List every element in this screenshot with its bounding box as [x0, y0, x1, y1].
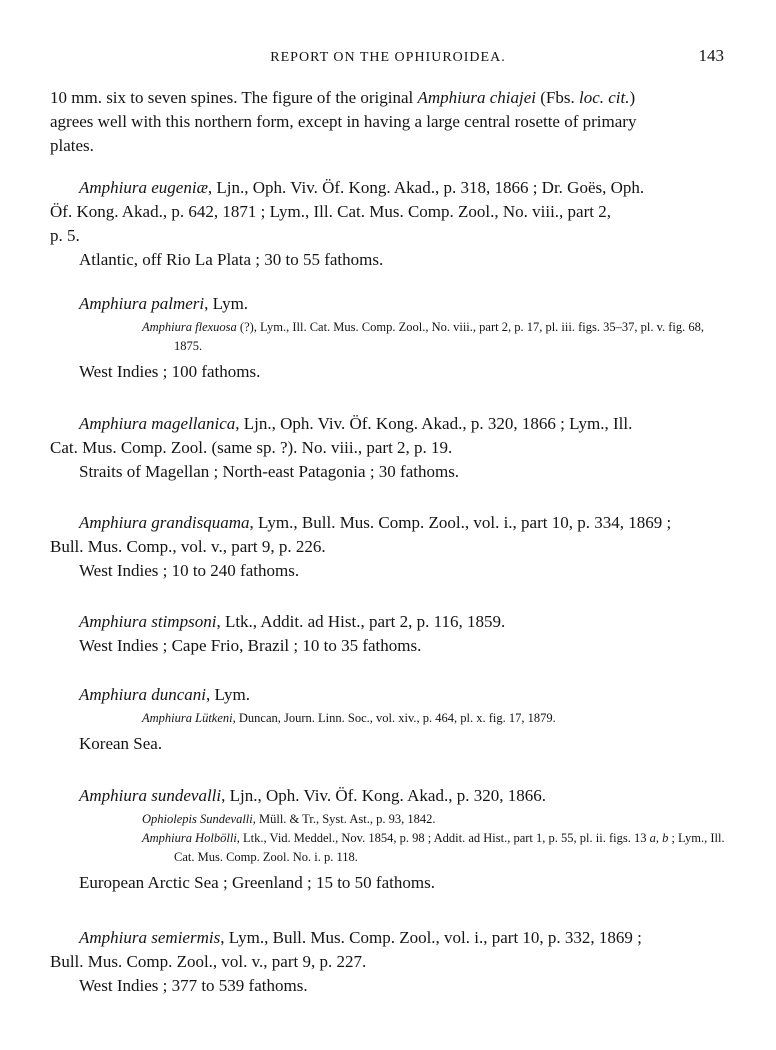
locality: West Indies ; 377 to 539 fathoms. — [79, 976, 308, 995]
citation-line: Öf. Kong. Akad., p. 642, 1871 ; Lym., Ill. Cat. Mus. Comp. Zool., No. viii., part 2, — [50, 202, 611, 221]
page-number: 143 — [698, 46, 724, 65]
synonym-line: Ophiolepis Sundevalli, Müll. & Tr., Syst. Ast., p. 93, 1842. — [142, 812, 436, 826]
intro-paragraph — [50, 86, 726, 158]
running-head: REPORT ON THE OPHIUROIDEA. — [270, 50, 506, 65]
species-entry-sundevalli — [50, 784, 726, 895]
species-entry-duncani — [50, 683, 726, 756]
citation-line: Cat. Mus. Comp. Zool. (same sp. ?). No. viii., part 2, p. 19. — [50, 438, 453, 457]
species-name: Amphiura palmeri — [79, 294, 205, 313]
species-name: Amphiura duncani — [79, 685, 207, 704]
synonym-line: Amphiura Holbölli, Ltk., Vid. Meddel., Nov. 1854, p. 98 ; Addit. ad Hist., part 1, p. 55, pl. ii. figs. 13 a, b ; Lym., Ill. Cat. Mus. Comp. Zool. No. i. p. 118. — [142, 831, 725, 864]
species-entry-palmeri — [50, 292, 726, 384]
species-name: Amphiura sundevalli — [79, 786, 222, 805]
citation-line: Amphiura stimpsoni, Ltk., Addit. ad Hist., part 2, p. 116, 1859. — [79, 612, 506, 631]
citation-line: Amphiura sundevalli, Ljn., Oph. Viv. Öf. Kong. Akad., p. 320, 1866. — [79, 786, 546, 805]
locality: West Indies ; Cape Frio, Brazil ; 10 to 35 fathoms. — [79, 636, 422, 655]
locality: European Arctic Sea ; Greenland ; 15 to 50 fathoms. — [79, 873, 435, 892]
intro-line-2: agrees well with this northern form, except in having a large central rosette of primary — [50, 112, 637, 131]
citation-line: Amphiura duncani, Lym. — [79, 685, 250, 704]
citation-line: Amphiura semiermis, Lym., Bull. Mus. Comp. Zool., vol. i., part 10, p. 332, 1869 ; — [79, 928, 642, 947]
species-entry-stimpsoni — [50, 610, 726, 658]
locality: Straits of Magellan ; North-east Patagonia ; 30 fathoms. — [79, 462, 460, 481]
intro-line-3: plates. — [50, 136, 94, 155]
locality: Atlantic, off Rio La Plata ; 30 to 55 fathoms. — [79, 250, 384, 269]
species-name: Amphiura magellanica — [79, 414, 236, 433]
species-entry-semiermis — [50, 926, 726, 998]
locality: West Indies ; 10 to 240 fathoms. — [79, 561, 300, 580]
citation-line: p. 5. — [50, 226, 80, 245]
species-entry-magellanica — [50, 412, 726, 484]
citation-line: Bull. Mus. Comp., vol. v., part 9, p. 226. — [50, 537, 326, 556]
citation-line: Amphiura eugeniæ, Ljn., Oph. Viv. Öf. Kong. Akad., p. 318, 1866 ; Dr. Goës, Oph. — [79, 178, 645, 197]
citation-line: Amphiura magellanica, Ljn., Oph. Viv. Öf. Kong. Akad., p. 320, 1866 ; Lym., Ill. — [79, 414, 633, 433]
species-entry-grandisquama — [50, 511, 726, 583]
synonym-line: Amphiura Lütkeni, Duncan, Journ. Linn. Soc., vol. xiv., p. 464, pl. x. fig. 17, 1879. — [142, 711, 556, 725]
intro-line-1: 10 mm. six to seven spines. The figure of the original Amphiura chiajei (Fbs. loc. cit.) — [50, 88, 636, 107]
citation-line: Amphiura grandisquama, Lym., Bull. Mus. Comp. Zool., vol. i., part 10, p. 334, 1869 ; — [79, 513, 672, 532]
locality: Korean Sea. — [79, 734, 163, 753]
page-header — [50, 44, 726, 74]
species-name: Amphiura stimpsoni — [79, 612, 217, 631]
synonym-line: Amphiura flexuosa (?), Lym., Ill. Cat. Mus. Comp. Zool., No. viii., part 2, p. 17, pl. iii. figs. 35–37, pl. v. fig. 68, 1875. — [142, 320, 705, 353]
species-entry-eugeniae — [50, 176, 726, 272]
citation-line: Amphiura palmeri, Lym. — [79, 294, 249, 313]
species-name: Amphiura grandisquama — [79, 513, 250, 532]
species-name: Amphiura semiermis — [79, 928, 221, 947]
citation-line: Bull. Mus. Comp. Zool., vol. v., part 9, p. 227. — [50, 952, 367, 971]
locality: West Indies ; 100 fathoms. — [79, 362, 261, 381]
species-name: Amphiura eugeniæ — [79, 178, 208, 197]
